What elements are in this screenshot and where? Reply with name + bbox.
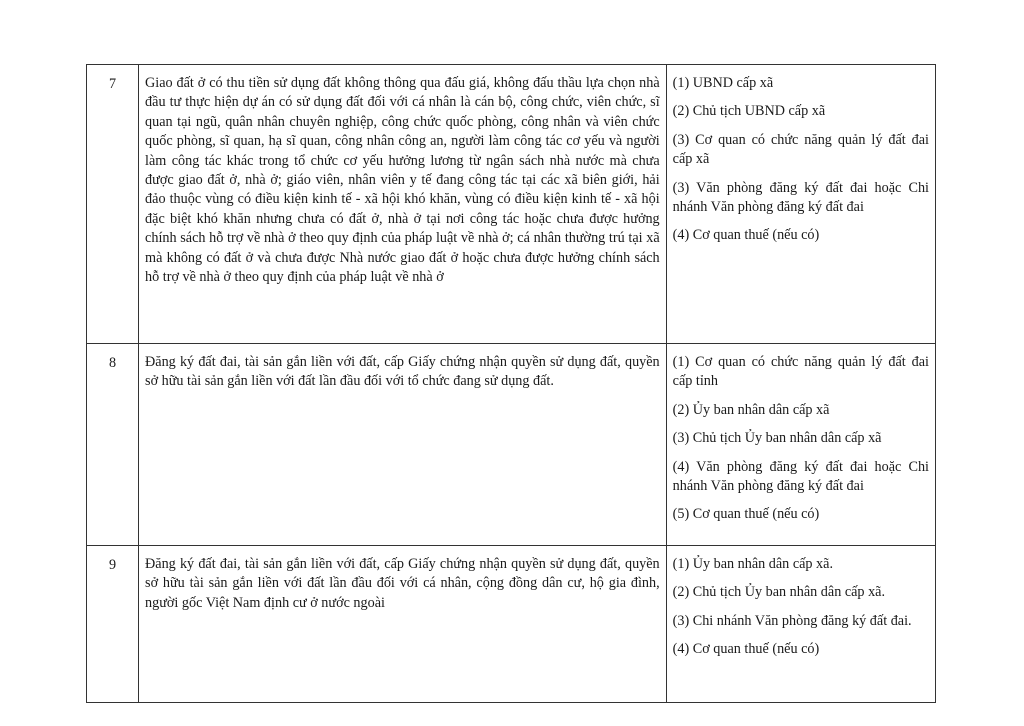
agency-item: (2) Ủy ban nhân dân cấp xã — [672, 401, 830, 418]
agency-item: (2) Chủ tịch UBND cấp xã — [672, 103, 826, 120]
agency-item: (3) Chủ tịch Ủy ban nhân dân cấp xã — [672, 430, 882, 447]
procedure-name: Giao đất ở có thu tiền sử dụng đất không thông qua đấu giá, không đấu thầu lựa chọn nhà đầu tư thực hiện dự án có sử dụng đất đối với cá nhân là cán bộ, công chức, viên chức, sĩ quan tại ngũ, quân nhân chuyên nghiệp, công chức quốc phòng, công nhân và viên chức quốc phòng, sĩ quan, hạ sĩ quan, công nhân công an, người làm công tác cơ yếu và người làm công tác khác trong tổ chức cơ yếu hưởng lương từ ngân sách nhà nước mà chưa được giao đất ở, nhà ở; giáo viên, nhân viên y tế đang công tác tại các xã biên giới, hải đảo thuộc vùng có điều kiện kinh tế - xã hội khó khăn, vùng có điều kiện kinh tế - xã hội đặc biệt khó khăn nhưng chưa có đất ở, nhà ở tại nơi công tác hoặc chưa được hưởng chính sách hỗ trợ về nhà ở theo quy định của pháp luật về nhà ở; cá nhân thường trú tại xã mà không có đất ở và chưa được Nhà nước giao đất ở hoặc chưa được hưởng chính sách hỗ trợ về nhà ở theo quy định của pháp luật về nhà ở — [139, 65, 667, 344]
row-number: 7 — [87, 65, 139, 344]
agency-item: (5) Cơ quan thuế (nếu có) — [672, 506, 820, 523]
agency-item: (3) Văn phòng đăng ký đất đai hoặc Chi nhánh Văn phòng đăng ký đất đai — [672, 179, 929, 216]
table-row — [87, 65, 936, 344]
procedure-table — [86, 64, 936, 703]
agency-item: (1) UBND cấp xã — [672, 75, 774, 91]
agency-list — [666, 65, 935, 344]
procedure-name: Đăng ký đất đai, tài sản gắn liền với đất, cấp Giấy chứng nhận quyền sử dụng đất, quyền sở hữu tài sản gắn liền với đất lần đầu đối với cá nhân, cộng đồng dân cư, hộ gia đình, người gốc Việt Nam định cư ở nước ngoài — [139, 546, 667, 703]
table-row — [87, 344, 936, 546]
row-number: 8 — [87, 344, 139, 546]
agency-item: (4) Văn phòng đăng ký đất đai hoặc Chi nhánh Văn phòng đăng ký đất đai — [672, 458, 929, 495]
agency-item: (2) Chủ tịch Ủy ban nhân dân cấp xã. — [672, 584, 886, 601]
agency-list — [666, 546, 935, 703]
table-row — [87, 546, 936, 703]
agency-item: (3) Cơ quan có chức năng quản lý đất đai cấp xã — [672, 131, 929, 168]
agency-item: (4) Cơ quan thuế (nếu có) — [672, 227, 820, 244]
row-number: 9 — [87, 546, 139, 703]
agency-item: (1) Ủy ban nhân dân cấp xã. — [672, 556, 833, 572]
agency-list — [666, 344, 935, 546]
agency-item: (3) Chi nhánh Văn phòng đăng ký đất đai. — [672, 612, 912, 629]
agency-item: (4) Cơ quan thuế (nếu có) — [672, 641, 820, 658]
agency-item: (1) Cơ quan có chức năng quản lý đất đai cấp tỉnh — [672, 354, 929, 390]
procedure-name: Đăng ký đất đai, tài sản gắn liền với đất, cấp Giấy chứng nhận quyền sử dụng đất, quyền sở hữu tài sản gắn liền với đất lần đầu đối với tổ chức đang sử dụng đất. — [139, 344, 667, 546]
